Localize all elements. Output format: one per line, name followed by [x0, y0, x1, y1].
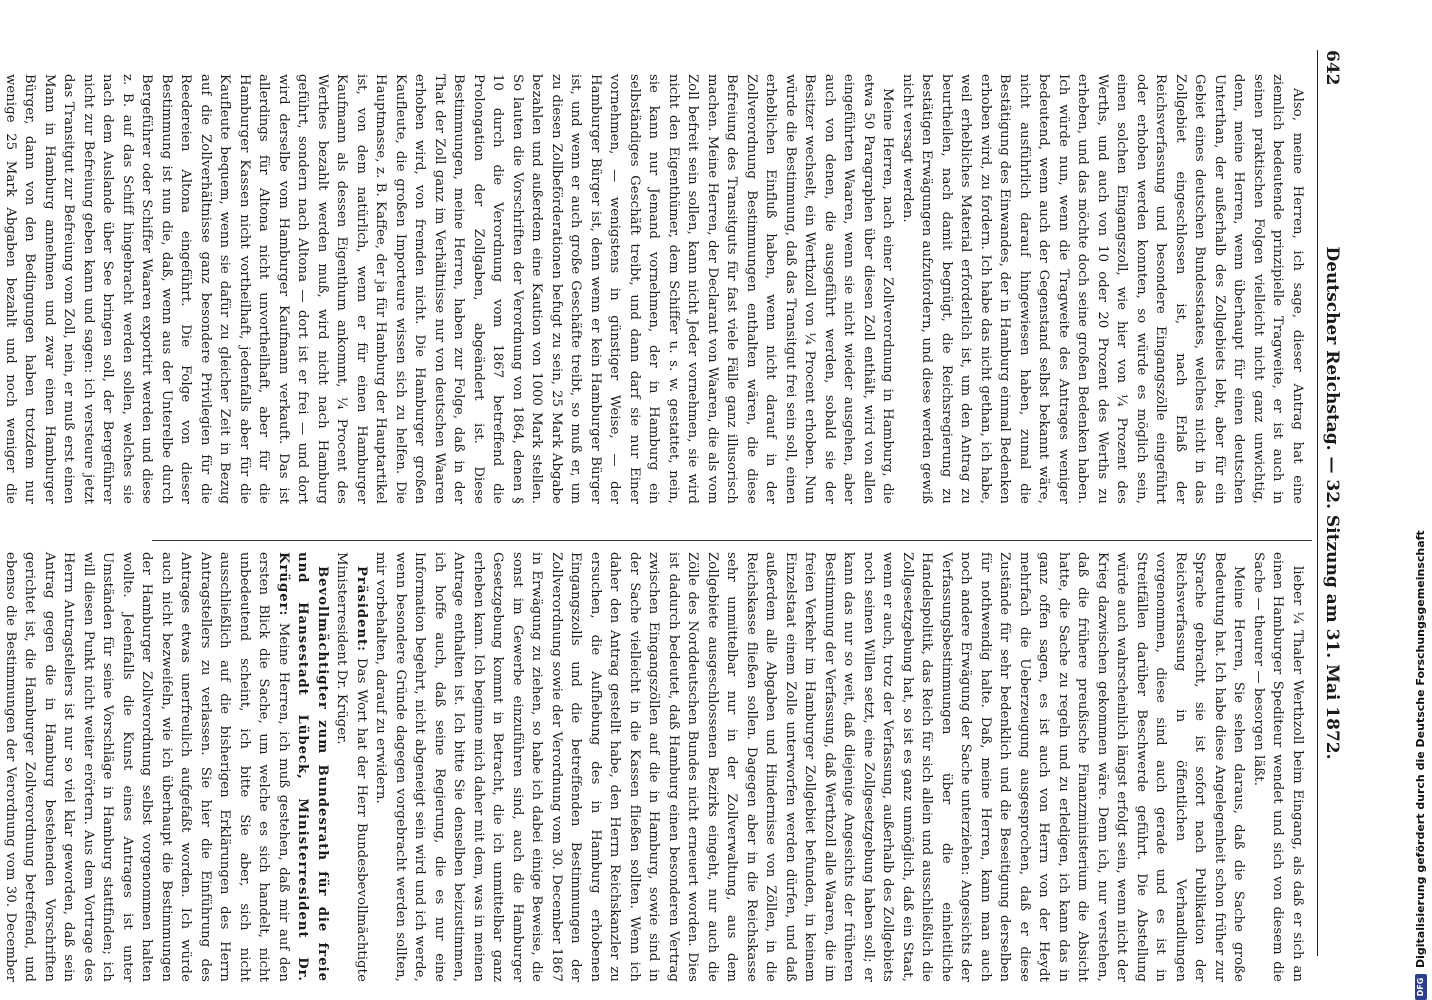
- dfg-logo: DFG: [1415, 974, 1427, 1000]
- paragraph: Meine Herren, nach einer Zollverordnung in Hamburg, die etwa 50 Paragraphen über diesen Zoll enthält, wird von allen eingeführten Waaren, wenn sie nicht wieder ausgehen, aber auch von denen, die ausgeführt werden, sobald sie der Besitzer wechselt, ein Werthzoll von ¼ Procent erhoben. Nun würde die Bestimmung, daß das Transitgut frei sein soll, einen erheblichen Einfluß haben, wenn nicht darauf in der Zollverordnung Bestimmungen enthalten wären, die diese Befreiung des Transitguts für fast viele Fälle ganz illusorisch machen. Meine Herren, der Declarant von Waaren, die als vom Zoll befreit sein sollen, kann nicht Jeder vornehmen, sie wird nicht den Eigenthümer, dem Schiffer u. s. w. gestattet, nein, sie kann nur Jemand vornehmen, der in Hamburg ein selbständiges Geschäft treibt, und dann darf sie nur Einer vornehmen, — wenigstens in günstiger Weise, — der Hamburger Bürger ist, denn wenn er kein Hamburger Bürger ist, und wenn er auch große Geschäfte treibt, so muß er, um zu diesen Zollbeförderationen befugt zu sein, 25 Mark Abgabe bezahlen und außerdem eine Kaution von 1000 Mark stellen. So lauten die Vorschriften der Verordnung von 1864, denen § 10 durch die Verordnung vom 1867 betreffend die Prolongation der Zollgaben, abgeändert ist. Diese Bestimmungen, meine Herren, haben zur Folge, daß in der That der Zoll ganz im Verhältnisse nur von deutschen Waaren erhoben wird, von fremden nicht. Die Hamburger großen Kaufleute, die großen Importeure wissen sich zu helfen. Die Hauptmasse, z. B. Kaffee, der ja für Hamburg der Hauptartikel ist, von dem natürlich, wenn er für einen Hamburger Kaufmann als dessen Eigenthum ankommt, ¼ Procent des Werthes bezahlt werden muß, wird nicht nach Hamburg geführt, sondern nach Altona — dort ist er frei — und dort wird derselbe vom Hamburger Kaufmann verkauft. Das ist allerdings für Altona nicht unvortheilhaft, aber für die Hamburger Kassen nicht vortheilhaft, jedenfalls aber für die Kaufleute bequem, wenn sie dafür zu gleicher Zeit in Bezug auf die Zollverhältnisse ganz besondere Privilegien für die Reedereien Altona eingeführt. Die Folge von dieser Bestimmung ist nun die, daß, wenn aus der Unterelbe durch Bergeführer oder Schiffer Waaren exportirt werden und diese z. B. auf das Schiff hingebracht werden sollen, welches sie nach dem Auslande über See bringen soll, der Bergeführer nicht zur Befreiung geben kann und sagen: ich versteure jetzt das Transitgut zur Befreiung vom Zoll, nein, er muß erst einen Mann in Hamburg annehmen und zwar einen Hamburger Bürger, dann von den Bedingungen haben trotzdem nur wenige 25 Mark Abgaben bezahlt und noch weniger die: [3, 74, 896, 504]
- paragraph: lieber ¼ Thaler Werthzoll beim Eingang, als daß er sich an einen Hamburger Spediteur wendet und sich von diesem die Sache — theurer — besorgen läßt.: [1251, 552, 1305, 982]
- speaker-label: Bevollmächtigter zum Bundesrath für die freie und Hansestadt Lübeck, Ministerresident Dr. Krüger:: [276, 552, 330, 982]
- paragraph: Präsident: Das Wort hat der Herr Bundesbevollmächtigte Ministerresident Dr. Krüger.: [334, 552, 369, 982]
- credit-text: Digitalisierung gefördert durch die Deutsche Forschungsgemeinschaft: [1414, 530, 1427, 968]
- digitization-credit: [1412, 0, 1430, 1000]
- text-column-right: [3, 552, 1307, 982]
- text-column-left: [3, 74, 1307, 504]
- page-title: Deutscher Reichstag. — 32. Sitzung am 31. Mai 1872.: [1322, 246, 1342, 760]
- paragraph: Meine Herren, Sie sehen daraus, daß die Sache große Bedeutung hat. Ich habe diese Angelegenheit schon früher zur Sprache gebracht, sie ist sofort nach Publikation der Reichsverfassung in öffentlichen Verhandlungen vorgenommen, diese sind auch gerade und es ist in Streitfällen darüber Beschwerde geführt. Die Abstellung würde auch wahrscheinlich längst erfolgt sein, wenn nicht der Krieg dazwischen gekommen wäre. Denn ich, nur verstehen, daß die frühere preußische Finanzministerium die Absicht hatte, die Sache zu regeln und zu erledigen, ich kann das in ganz offen sagen, es ist auch von Herrn von der Heydt mehrfach die Ueberzeugung ausgesprochen, daß er diese Zustände für sehr bedenklich und die Beseitigung derselben für nothwendig halte. Daß, meine Herren, kann man auch noch andere Erwägung der Sache unterziehen: Angesichts der Verfassungsbestimmungen über die einheitliche Handelspolitik, das Reich für sich allein und ausschließlich die Zollgesetzgebung hat, so ist es ganz unmöglich, daß ein Staat, wenn er auch, trotz der Verfassung, außerhalb des Zollgebiets noch seinen Willen setzt, eine Zollgesetzgebung haben soll; er kann das nur so weit, daß diejenige Angesichts der früheren Bestimmung der Verfassung, daß Werthzoll alle Waaren, die im freien Verkehr im Hamburger Zollgebiet befunden, in keinem Einzelstaat einem Zolle unterworfen werden dürfen, und daß außerdem alle Abgaben und Hindernisse von Zöllen, in die Reichskasse fließen sollen. Dagegen aber in die Reichskasse sehr unmittelbar nur in der Zollverwaltung, aus dem Zollgebiete ausgeschlossenen Bezirks eingeht, nur auch die Zölle des Norddeutschen Bundes nicht erneuert worden. Dies ist dadurch bedeutet, daß Hamburg einen besonderen Vertrag zwischen Eingangszöllen auf die in Hamburg, sowie sind in der Sache vielleicht in die Kassen fließen sollten. Wenn ich daher den Antrag gestellt habe, den Herrn Reichskanzler zu ersuchen, die Aufhebung des in Hamburg erhobenen Eingangszolls und die betreffenden Bestimmungen der Zollverordnung sowie der Verordnung vom 30. December 1867 in Erwägung zu ziehen, so habe ich dabei einige Beweise, die sonst im Gewerbe einzuführen sind, auch die Hamburger Gesetzgebung kommt in Betracht, die ich unmittelbar ganz erheben kann. Ich beginne mich daher mit dem, was in meinen Antrage enthalten ist. Ich bitte Sie denselben beizustimmen, ich hoffe auch, daß seine Regierung, die es nur eine Information begehrt, nicht abgeneigt sein wird und ich werde, wenn besondere Gründe dagegen vorgebracht werden sollten, mir vorbehalten, darauf zu erwidern.: [373, 552, 1247, 982]
- running-head: [1317, 50, 1344, 956]
- page-number: 642: [1322, 50, 1342, 86]
- paragraph: Also, meine Herren, ich sage, dieser Antrag hat eine ziemlich bedeutende prinzipielle Tragweite, er ist auch in seinen praktischen Folgen vielleicht nicht ganz unwichtig, denn, meine Herren, wenn überhaupt für einen deutschen Unterthan, der außerhalb des Zollgebiets lebt, aber für ein Gebiet eines deutschen Bundesstaates, welches nicht in das Zollgebiet eingeschlossen ist, nach Erlaß der Reichsverfassung und besondere Eingangszölle eingeführt oder erhoben werden konnten, so würde es möglich sein, einen solchen Eingangszoll, wie hier von ¼ Prozent des Werths, und auch von 10 oder 20 Prozent des Werths zu erheben, und das möchte doch seine großen Bedenken haben. Ich würde nun, wenn die Tragweite des Antrages weniger bedeutend, wenn auch der Gegenstand selbst bekannt wäre, nicht ausführlich darauf hingewiesen haben, zumal die Bestätigung des Einwandes, der in Hamburg einmal Bedenken erhoben wird, zu fordern. Ich habe das nicht gethan, ich habe, weil erhebliches Material erforderlich ist, um den Antrag zu beurtheilen, nach damit begnügt, die Reichsregierung zu bestätigen Erwägungen aufzufordern, und diese werden gewiß nicht versagt werden.: [900, 74, 1305, 504]
- speaker-label: Präsident:: [354, 566, 369, 653]
- paragraph: Bevollmächtigter zum Bundesrath für die freie und Hansestadt Lübeck, Ministerresident Dr. Krüger: Meine Herren, ich muß gestehen, daß mir auf den ersten Blick die Sache, um welche es sich handelt, nicht unbedeutend scheint, ich bitte Sie aber, sich nicht ausschließlich auf die bisherigen Erklärungen des Herrn Antragstellers zu verlassen. Sie hier die Einführung des Antrages etwas unerfreulich aufgefaßt worden. Ich würde auch nicht bezweifeln, wie ich überhaupt die Bestimmungen der Hamburger Zollverordnung selbst vorgenommen halten wollte. Jedenfalls die Kunst eines Antrages ist unter Umständen für seine Vorschläge in Hamburg stattfinden; ich will diesen Punkt nicht weiter erörtern. Aus dem Vortrage des Herrn Antragstellers ist nur so viel klar geworden, daß sein Antrag gegen die in Hamburg bestehenden Vorschriften gerichtet ist, die Hamburger Zollverordnung betreffend, und ebenso die Bestimmungen der Verordnung vom 30. December: [3, 552, 330, 982]
- column-divider: [152, 540, 1312, 541]
